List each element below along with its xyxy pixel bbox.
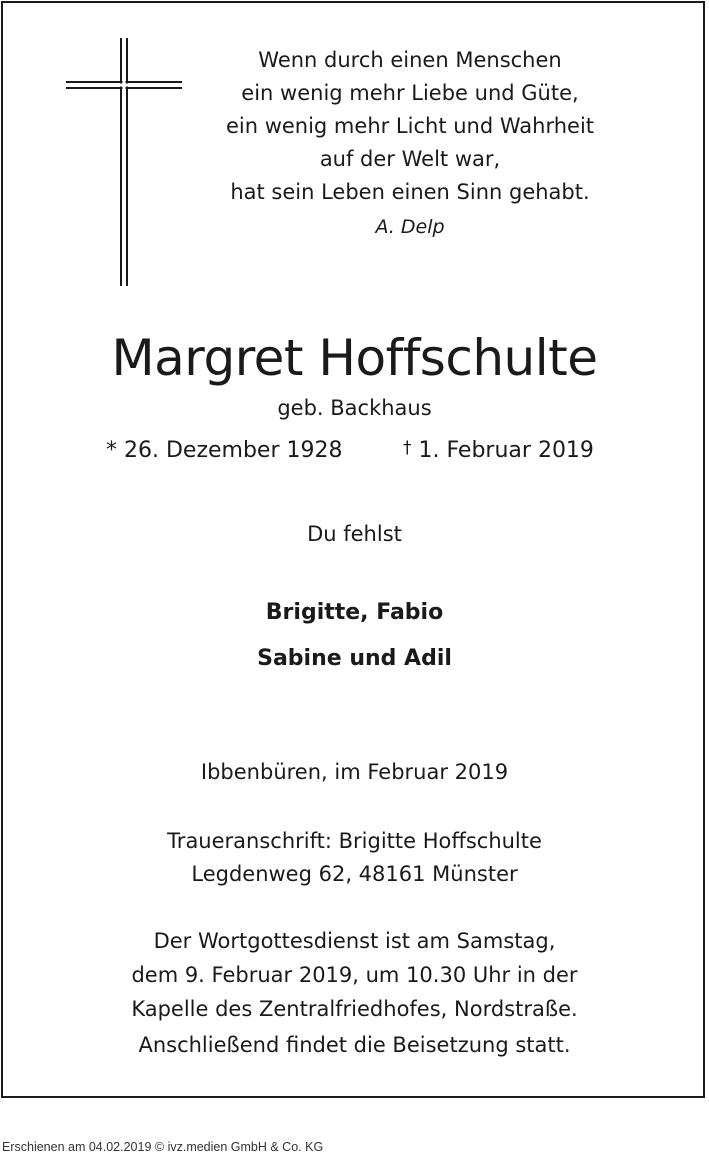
cross-icon [66,38,182,286]
mourner-line: Brigitte, Fabio [265,600,444,625]
death-cross-icon: † [403,438,412,458]
mourning-address [0,825,709,891]
address-line: Legdenweg 62, 48161 Münster [191,862,518,886]
death-date-group [403,438,594,463]
quote-line: Wenn durch einen Menschen [258,48,562,72]
quote-line: ein wenig mehr Licht und Wahrheit [225,114,595,138]
quote-line: ein wenig mehr Liebe und Güte, [241,81,579,105]
maiden-name: geb. Backhaus [277,396,432,420]
death-date: 1. Februar 2019 [418,438,594,463]
quote-author: A. Delp [375,216,445,238]
service-line: Der Wortgottesdienst ist am Samstag, [153,929,556,953]
quote-line: auf der Welt war, [319,147,501,171]
place-date: Ibbenbüren, im Februar 2019 [200,760,509,784]
message: Du fehlst [307,522,402,546]
deceased-name: Margret Hoffschulte [111,329,598,387]
publication-footer: Erschienen am 04.02.2019 © ivz.medien GmbH & Co. KG [2,1140,324,1154]
service-line: Kapelle des Zentralfriedhofes, Nordstraße. [131,997,578,1021]
service-line: dem 9. Februar 2019, um 10.30 Uhr in der [131,963,578,987]
quote [180,44,640,209]
service-info [0,924,709,1026]
quote-line: hat sein Leben einen Sinn gehabt. [230,180,590,204]
address-line: Traueranschrift: Brigitte Hoffschulte [167,829,542,853]
burial-info: Anschließend findet die Beisetzung statt. [138,1033,571,1057]
birth-date: * 26. Dezember 1928 [106,438,343,463]
mourner-line: Sabine und Adil [257,646,452,671]
